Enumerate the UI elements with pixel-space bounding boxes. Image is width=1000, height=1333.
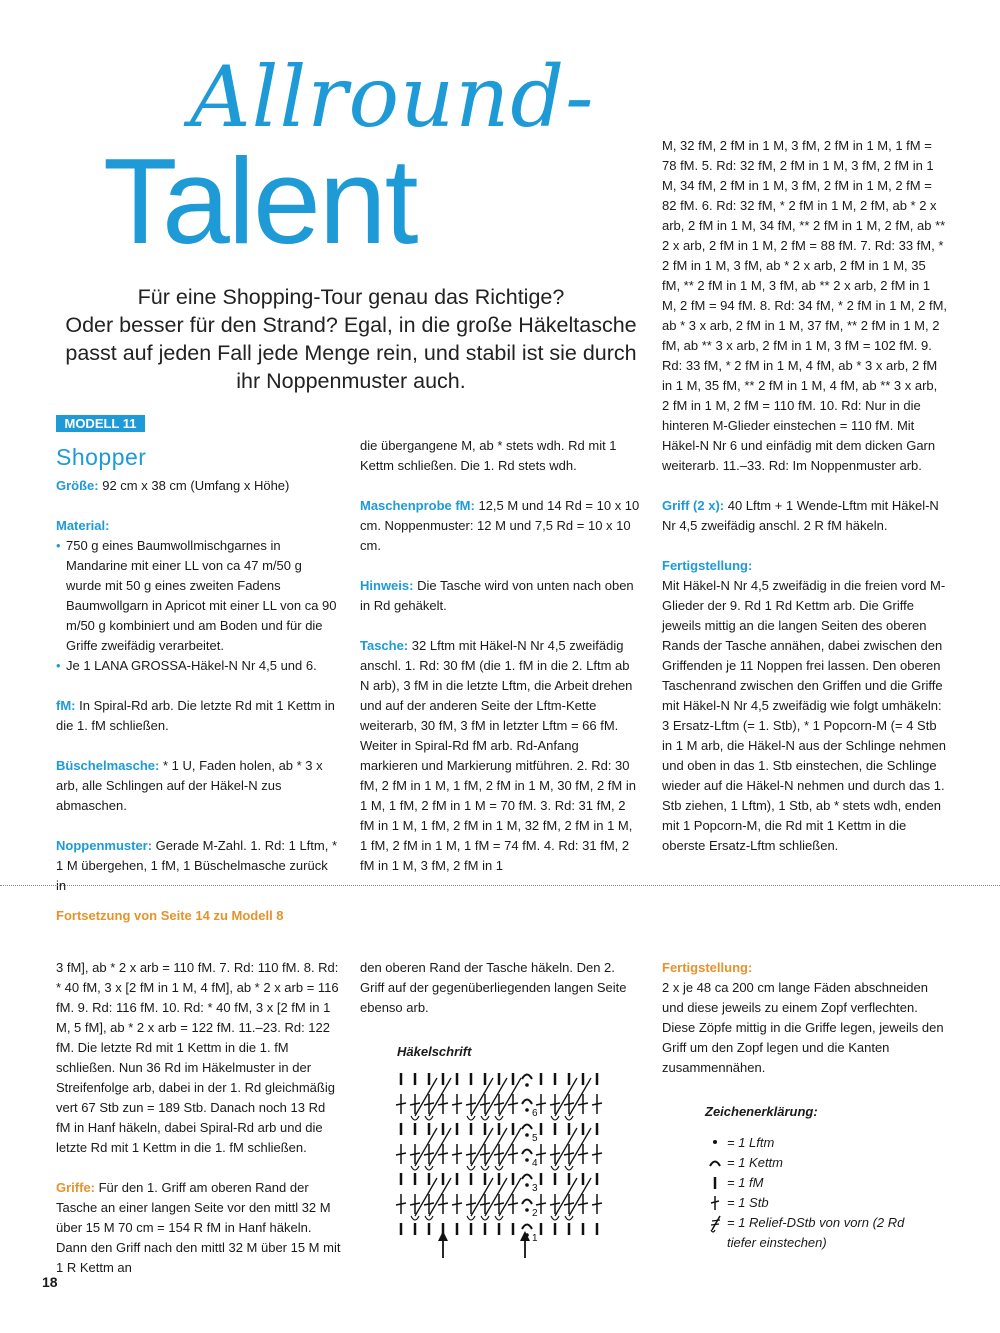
groesse-text: 92 cm x 38 cm (Umfang x Höhe) [98,478,290,493]
double-crochet-bar [410,1103,420,1105]
maschenprobe-paragraph [360,496,640,556]
tasche-paragraph [360,636,640,876]
single-crochet-icon [709,1175,723,1191]
relief-stitch-hook [425,1116,433,1120]
slip-stitch-mark [522,1225,532,1230]
relief-stitch-hook [481,1166,489,1170]
bottom-column-2 [360,958,630,1038]
title-script: Allround- [190,48,595,146]
double-crochet-bar [550,1153,560,1155]
legend-row [705,1153,965,1173]
intro-line: Oder besser für den Strand? Egal, in die große Häkeltasche [65,313,637,337]
legend-text: = 1 Stb [727,1195,769,1210]
chain-stitch-mark [525,1133,529,1137]
relief-stitch-mark [569,1178,591,1216]
relief-stitch-hook [565,1116,573,1120]
hinweis-label: Hinweis: [360,578,414,593]
relief-stitch-mark [569,1078,591,1116]
list-item [56,536,340,656]
bottom-column-3 [662,958,947,1098]
double-crochet-bar [578,1203,588,1205]
double-crochet-bar [396,1153,406,1155]
legend-text-continued: tiefer einstechen) [727,1235,827,1250]
tasche-label: Tasche: [360,638,409,653]
relief-stitch-icon [709,1215,723,1233]
relief-stitch-hook [411,1116,419,1120]
double-crochet-icon [709,1195,723,1211]
double-crochet-bar [438,1103,448,1105]
row-number-1: 1 [532,1233,538,1244]
intro-line: ihr Noppenmuster auch. [236,369,466,393]
fertigstellung-text: 2 x je 48 ca 200 cm lange Fäden abschneiden und diese jeweils zu einem Zopf verflechten. Diese Zöpfe mittig in die Griffe legen, jeweils den Griff um den Zopf legen und die Kanten zusammennähen. [662,980,944,1075]
column-2 [360,436,640,896]
legend-row [705,1193,965,1213]
double-crochet-bar [564,1103,574,1105]
double-crochet-bar [592,1103,602,1105]
tasche-text: 32 Lftm mit Häkel-N Nr 4,5 zweifädig anschl. 1. Rd: 30 fM (die 1. fM in die 2. Lftm ab N arb), 3 fM in die letzte Lftm, die Arbeit drehen und auf der anderen Seite der Lftm-Kette weiterarb, 30 fM, 3 fM in letzter Lftm = 66 fM. Weiter in Spiral-Rd fM arb. Rd-Anfang markieren und Markierung mitführen. 2. Rd: 30 fM, 2 fM in 1 M, 1 fM, 2 fM in 1 M, 30 fM, 2 fM in 1 M, 1 fM, 2 fM in 1 M = 70 fM. 3. Rd: 31 fM, 2 fM in 1 M, 1 fM, 2 fM in 1 M, 32 fM, 2 fM in 1 M, 1 fM, 2 fM in 1 M, 1 fM = 74 fM. 4. Rd: 31 fM, 2 fM in 1 M, 3 fM, 2 fM in 1 [360,638,636,873]
slip-stitch-mark [522,1150,532,1155]
double-crochet-bar [494,1153,504,1155]
double-crochet-bar [466,1203,476,1205]
relief-stitch-hook [495,1116,503,1120]
relief-stitch-mark [499,1128,521,1166]
chain-stitch-mark [525,1083,529,1087]
diagram-title: Häkelschrift [397,1044,472,1059]
double-crochet-bar [452,1153,462,1155]
relief-stitch-hook [495,1216,503,1220]
relief-stitch-mark [555,1078,577,1116]
legend-text: = 1 Kettm [727,1155,783,1170]
relief-stitch-hook [551,1166,559,1170]
double-crochet-bar [424,1103,434,1105]
chain-stitch-mark [525,1158,529,1162]
relief-stitch-hook [425,1216,433,1220]
page-title: Talent [103,133,417,269]
relief-stitch-mark [429,1078,451,1116]
column-3 [662,136,947,876]
relief-stitch-hook [467,1216,475,1220]
groesse-paragraph [56,476,340,496]
bueschel-text: * 1 U, Faden holen, ab * 3 x arb, alle Schlingen auf der Häkel-N zus abmaschen. [56,758,323,813]
relief-stitch-hook [411,1166,419,1170]
groesse-label: Größe: [56,478,99,493]
griff-paragraph [662,496,947,536]
double-crochet-bar [564,1153,574,1155]
double-crochet-bar [536,1103,546,1105]
row-number-4: 4 [532,1158,538,1169]
fm-paragraph [56,696,340,736]
double-crochet-bar [452,1203,462,1205]
fm-text: In Spiral-Rd arb. Die letzte Rd mit 1 Kettm in die 1. fM schließen. [56,698,335,733]
relief-stitch-hook [565,1166,573,1170]
legend-row [705,1173,965,1193]
relief-stitch-mark [555,1178,577,1216]
double-crochet-bar [410,1203,420,1205]
slip-stitch-mark [522,1175,532,1180]
maschenprobe-label: Maschenprobe fM: [360,498,475,513]
legend [705,1104,965,1253]
double-crochet-bar [592,1153,602,1155]
bueschel-label: Büschelmasche: [56,758,160,773]
relief-stitch-mark [569,1128,591,1166]
arrow-up-icon [520,1231,530,1241]
noppen-paragraph [56,836,340,896]
double-crochet-bar [396,1203,406,1205]
double-crochet-bar [494,1103,504,1105]
continued-text: den oberen Rand der Tasche häkeln. Den 2. Griff auf der gegenüberliegenden langen Seite ebenso arb. [360,960,627,1015]
hinweis-paragraph [360,576,640,616]
modell-badge: MODELL 11 [56,415,145,432]
fm-label: fM: [56,698,76,713]
legend-row [705,1133,965,1153]
section-heading: Shopper [56,444,147,470]
double-crochet-bar [564,1203,574,1205]
slip-stitch-mark [522,1125,532,1130]
double-crochet-bar [424,1203,434,1205]
list-item [56,656,340,676]
griffe-label: Griffe: [56,1180,95,1195]
double-crochet-bar [536,1153,546,1155]
double-crochet-bar [592,1203,602,1205]
noppen-label: Noppenmuster: [56,838,153,853]
crochet-chart [395,1065,610,1260]
relief-stitch-mark [485,1178,507,1216]
legend-text: = 1 Lftm [727,1135,775,1150]
bueschel-paragraph [56,756,340,816]
relief-stitch-mark [415,1078,437,1116]
fertigstellung-label: Fertigstellung: [662,558,753,573]
maschenprobe-text: 12,5 M und 14 Rd = 10 x 10 cm. Noppenmuster: 12 M und 7,5 Rd = 10 x 10 cm. [360,498,640,553]
column-1 [56,476,340,916]
relief-stitch-mark [499,1178,521,1216]
double-crochet-bar [480,1103,490,1105]
relief-stitch-hook [425,1166,433,1170]
relief-stitch-mark [471,1078,493,1116]
material-text: 750 g eines Baumwollmischgarnes in Mandarine mit einer LL von ca 47 m/50 g wurde mit 50 g eines zweiten Fadens Baumwollgarn in Apricot mit einer LL von ca 90 m/50 g kombiniert und am Boden und für die Griffe zweifädig verarbeitet. [66,538,337,653]
griffe-paragraph [56,1178,341,1278]
relief-stitch-hook [551,1216,559,1220]
bottom-column-1 [56,958,341,1298]
double-crochet-bar [494,1203,504,1205]
material-text: Je 1 LANA GROSSA-Häkel-N Nr 4,5 und 6. [66,658,317,673]
relief-stitch-mark [415,1128,437,1166]
row-number-5: 5 [532,1133,538,1144]
relief-stitch-hook [467,1116,475,1120]
double-crochet-bar [550,1103,560,1105]
legend-text: = 1 Relief-DStb von vorn (2 Rd [727,1215,905,1230]
row-number-6: 6 [532,1108,538,1119]
double-crochet-bar [452,1103,462,1105]
fertigstellung-label: Fertigstellung: [662,960,753,975]
double-crochet-bar [410,1153,420,1155]
relief-stitch-mark [429,1178,451,1216]
bullet-icon: • [56,658,61,673]
row-number-2: 2 [532,1208,538,1219]
griff-text: 40 Lftm + 1 Wende-Lftm mit Häkel-N Nr 4,5 zweifädig anschl. 2 R fM häkeln. [662,498,939,533]
material-label: Material: [56,518,110,533]
continuation-title: Fortsetzung von Seite 14 zu Modell 8 [56,908,284,923]
chain-stitch-icon [709,1135,723,1151]
arrow-up-icon [438,1231,448,1241]
relief-stitch-mark [415,1178,437,1216]
legend-row [705,1213,965,1233]
chain-stitch-mark [525,1183,529,1187]
double-crochet-bar [508,1153,518,1155]
relief-stitch-hook [467,1166,475,1170]
double-crochet-bar [466,1153,476,1155]
relief-stitch-hook [495,1166,503,1170]
page-number: 18 [42,1274,58,1290]
relief-stitch-hook [411,1216,419,1220]
legend-title: Zeichenerklärung: [705,1104,818,1119]
continued-text: 3 fM], ab * 2 x arb = 110 fM. 7. Rd: 110 fM. 8. Rd: * 40 fM, 3 x [2 fM in 1 M, 4 fM], ab * 2 x arb = 116 fM. 9. Rd: 116 fM. 10. Rd: * 40 fM, 3 x [2 fM in 1 M, 5 fM], ab * 2 x arb = 122 fM. 11.–23. Rd: 122 fM. Die letzte Rd mit 1 Kettm in die 1. fM schließen. Nun 36 Rd im Häkelmuster in der Streifenfolge arb, dabei in der 1. Rd gleichmäßig vert 67 Stb zun = 189 Stb. Danach noch 13 Rd fM in Hanf häkeln, dabei Spiral-Rd arb und die letzte Rd mit 1 Kettm in die 1. fM schließen. [56,960,339,1155]
chain-stitch-mark [525,1108,529,1112]
double-crochet-bar [438,1153,448,1155]
slip-stitch-icon [709,1155,723,1171]
relief-stitch-mark [485,1128,507,1166]
double-crochet-bar [396,1103,406,1105]
slip-stitch-mark [522,1075,532,1080]
legend-text: = 1 fM [727,1175,764,1190]
fertigstellung-text: Mit Häkel-N Nr 4,5 zweifädig in die freien vord M-Glieder der 9. Rd 1 Rd Kettm arb. Die Griffe jeweils mittig an die langen Seiten des oberen Rands der Tasche annähen, dabei zwischen den Griffenden je 11 Noppen frei lassen. Den oberen Taschenrand zwischen den Griffen und die Griffe mit Häkel-N Nr 4,5 zweifädig wie folgt umhäkeln: 3 Ersatz-Lftm (= 1. Stb), * 1 Popcorn-M (= 4 Stb in 1 M arb, die Häkel-N aus der Schlinge nehmen und oben in das 1. Stb einstechen, die Schlinge wieder auf die Häkel-N nehmen und durch das 1. Stb ziehen, 1 Lftm), 1 Stb, ab * stets wdh, enden mit 1 Popcorn-M, die Rd mit 1 Kettm in die oberste Ersatz-Lftm schließen. [662,578,946,853]
double-crochet-bar [424,1153,434,1155]
double-crochet-bar [466,1103,476,1105]
double-crochet-bar [480,1153,490,1155]
relief-stitch-mark [499,1078,521,1116]
bullet-icon: • [56,538,61,553]
relief-stitch-hook [481,1216,489,1220]
griffe-text: Für den 1. Griff am oberen Rand der Tasche an einer langen Seite vor den mittl 32 M über 15 M 70 cm = 154 R fM in Hanf häkeln. Dann den Griff nach den mittl 32 M über 15 M mit 1 R Kettm an [56,1180,341,1275]
row-number-3: 3 [532,1183,538,1194]
double-crochet-bar [508,1103,518,1105]
double-crochet-bar [480,1203,490,1205]
relief-stitch-hook [565,1216,573,1220]
relief-stitch-hook [481,1116,489,1120]
double-crochet-bar [536,1203,546,1205]
slip-stitch-mark [522,1200,532,1205]
double-crochet-bar [578,1153,588,1155]
double-crochet-bar [508,1203,518,1205]
double-crochet-bar [578,1103,588,1105]
chain-stitch-mark [525,1208,529,1212]
relief-stitch-hook [551,1116,559,1120]
noppen-text: Gerade M-Zahl. 1. Rd: 1 Lftm, * 1 M übergehen, 1 fM, 1 Büschelmasche zurück in [56,838,338,893]
relief-stitch-mark [429,1128,451,1166]
material-list [56,536,340,676]
intro-line: passt auf jeden Fall jede Menge rein, und stabil ist sie durch [65,341,637,365]
hinweis-text: Die Tasche wird von unten nach oben in Rd gehäkelt. [360,578,634,613]
intro-text [56,283,646,395]
slip-stitch-mark [522,1100,532,1105]
double-crochet-bar [550,1203,560,1205]
section-divider [0,885,1000,886]
continued-text: M, 32 fM, 2 fM in 1 M, 3 fM, 2 fM in 1 M, 1 fM = 78 fM. 5. Rd: 32 fM, 2 fM in 1 M, 3 fM, 2 fM in 1 M, 34 fM, 2 fM in 1 M, 3 fM, 2 fM in 1 M, 2 fM = 82 fM. 6. Rd: 32 fM, * 2 fM in 1 M, 2 fM, ab * 2 x arb, 2 fM in 1 M, 34 fM, ** 2 fM in 1 M, 2 fM, ab ** 2 x arb, 2 fM in 1 M, 2 fM = 88 fM. 7. Rd: 33 fM, * 2 fM in 1 M, 3 fM, ab * 2 x arb, 2 fM in 1 M, 35 fM, ** 2 fM in 1 M, 3 fM, ab ** 2 x arb, 2 fM in 1 M, 2 fM = 94 fM. 8. Rd: 34 fM, * 2 fM in 1 M, 2 fM, ab * 3 x arb, 2 fM in 1 M, 37 fM, ** 2 fM in 1 M, 2 fM, ab ** 3 x arb, 2 fM in 1 M, 3 fM = 102 fM. 9. Rd: 33 fM, * 2 fM in 1 M, 4 fM, ab * 3 x arb, 2 fM in 1 M, 35 fM, ** 2 fM in 1 M, 4 fM, ab ** 3 x arb, 2 fM in 1 M, 2 fM = 110 fM. 10. Rd: Nur in die hinteren M-Glieder einstechen = 110 fM. Mit Häkel-N Nr 6 und einfädig mit dem dicken Garn weiterarb. 11.–33. Rd: Im Noppenmuster arb. [662,138,948,473]
intro-line: Für eine Shopping-Tour genau das Richtige? [137,285,565,309]
relief-stitch-mark [471,1128,493,1166]
continued-text: die übergangene M, ab * stets wdh. Rd mit 1 Kettm schließen. Die 1. Rd stets wdh. [360,438,617,473]
double-crochet-bar [438,1203,448,1205]
relief-stitch-mark [485,1078,507,1116]
relief-stitch-mark [471,1178,493,1216]
relief-stitch-mark [555,1128,577,1166]
griff-label: Griff (2 x): [662,498,725,513]
